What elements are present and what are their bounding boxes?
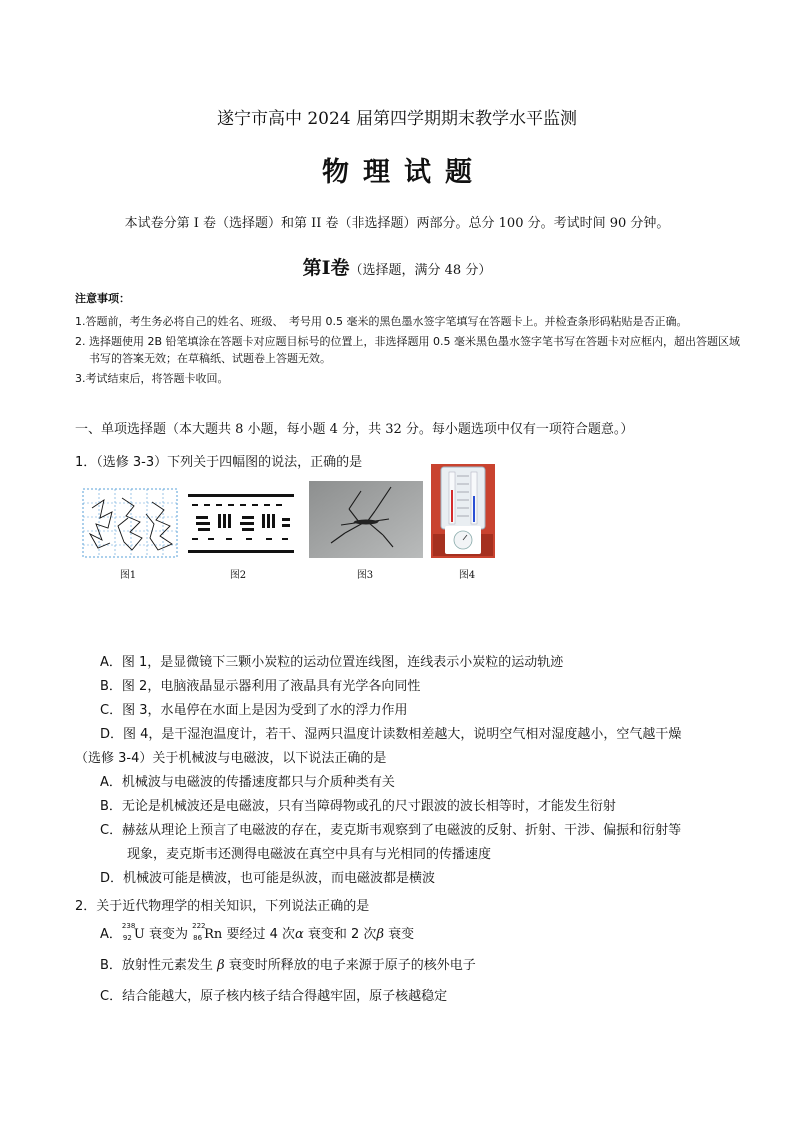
notice-item-2-cont: 书写的答案无效；在草稿纸、试题卷上答题无效。	[89, 352, 331, 365]
figure-1-brownian-motion	[82, 488, 178, 558]
figure-4-caption: 图4	[458, 570, 476, 581]
radon-mass-number: 222	[192, 921, 206, 930]
uranium-mass-number: 238	[121, 921, 136, 930]
notice-item-3: 3.考试结束后，将答题卡收回。	[75, 372, 229, 385]
q2-option-a-text-3: 衰变和 2 次	[303, 927, 377, 942]
q2-option-a-text-2: 要经过 4 次	[222, 927, 295, 942]
q2-option-b-prefix: B．放射性元素发生	[100, 958, 218, 973]
q2-option-b	[100, 954, 476, 973]
q2-option-b-text: 衰变时所释放的电子来源于原子的核外电子	[224, 958, 476, 973]
exam-intro: 本试卷分第 I 卷（选择题）和第 II 卷（非选择题）两部分。总分 100 分。考试时间 90 分钟。	[124, 216, 670, 231]
radon-charge-number: 86	[193, 933, 203, 942]
radon-nuclide-indices	[192, 921, 206, 943]
figure-3-caption: 图3	[356, 570, 374, 581]
figure-2-caption: 图2	[229, 570, 247, 581]
notice-item-2: 2. 选择题使用 2B 铅笔填涂在答题卡对应题目标号的位置上，非选择题用 0.5 毫米黑色墨水签字笔书写在答题卡对应框内，超出答题区域	[75, 335, 741, 348]
figure-4-hygrometer	[431, 464, 495, 558]
section1-heading-sub: （选择题，满分 48 分）	[349, 263, 492, 278]
figure-2-liquid-crystal	[186, 492, 296, 556]
q2-stem: 2．关于近代物理学的相关知识，下列说法正确的是	[75, 899, 370, 914]
part1-heading: 一、单项选择题（本大题共 8 小题，每小题 4 分，共 32 分。每小题选项中仅有一项符合题意。）	[75, 422, 634, 437]
radon-symbol: Rn	[204, 927, 223, 942]
q2-option-a	[100, 923, 414, 943]
q1b-option-a: A．机械波与电磁波的传播速度都只与介质种类有关	[100, 775, 395, 790]
uranium-charge-number: 92	[122, 933, 132, 942]
q2-option-a-text-1: 衰变为	[144, 927, 193, 942]
q1b-option-c: C．赫兹从理论上预言了电磁波的存在，麦克斯韦观察到了电磁波的反射、折射、干涉、偏振和衍射等	[100, 823, 682, 838]
q1b-stem: （选修 3-4）关于机械波与电磁波，以下说法正确的是	[75, 751, 387, 766]
school-title: 遂宁市高中 2024 届第四学期期末教学水平监测	[216, 109, 578, 129]
q2-option-a-prefix: A．	[100, 927, 122, 942]
q2-option-c: C．结合能越大，原子核内核子结合得越牢固，原子核越稳定	[100, 989, 448, 1004]
section1-heading-main: 第Ⅰ卷	[302, 257, 350, 279]
q1-option-b: B．图 2，电脑液晶显示器利用了液晶具有光学各向同性	[100, 679, 421, 694]
figure-1-caption: 图1	[119, 570, 137, 581]
subject-title: 物理试题	[322, 157, 486, 188]
uranium-nuclide-indices	[121, 921, 136, 943]
q1b-option-b: B．无论是机械波还是电磁波，只有当障碍物或孔的尺寸跟波的波长相等时，才能发生衍射	[100, 799, 616, 814]
beta-symbol: β	[376, 927, 384, 942]
q1-option-a: A．图 1，是显微镜下三颗小炭粒的运动位置连线图，连线表示小炭粒的运动轨迹	[100, 655, 564, 670]
q1b-option-d: D．机械波可能是横波，也可能是纵波，而电磁波都是横波	[100, 871, 436, 886]
alpha-symbol: α	[294, 927, 304, 942]
q1-option-d: D．图 4，是干湿泡温度计，若干、湿两只温度计读数相差越大，说明空气相对湿度越小，空气越干燥	[100, 727, 682, 742]
notice-item-1: 1.答题前，考生务必将自己的姓名、班级、 考号用 0.5 毫米的黑色墨水签字笔填写在答题卡上。并检查条形码粘贴是否正确。	[75, 315, 688, 328]
q1b-option-c-cont: 现象，麦克斯韦还测得电磁波在真空中具有与光相同的传播速度	[127, 847, 492, 862]
q1-stem: 1．（选修 3-3）下列关于四幅图的说法，正确的是	[75, 455, 363, 470]
beta-symbol-b: β	[217, 958, 225, 973]
q1-option-c: C．图 3，水黾停在水面上是因为受到了水的浮力作用	[100, 703, 408, 718]
figure-3-water-strider	[309, 481, 423, 558]
uranium-symbol: U	[133, 927, 145, 942]
section1-heading	[0, 253, 794, 280]
q2-option-a-text-4: 衰变	[383, 927, 415, 942]
notice-title: 注意事项：	[75, 292, 130, 305]
